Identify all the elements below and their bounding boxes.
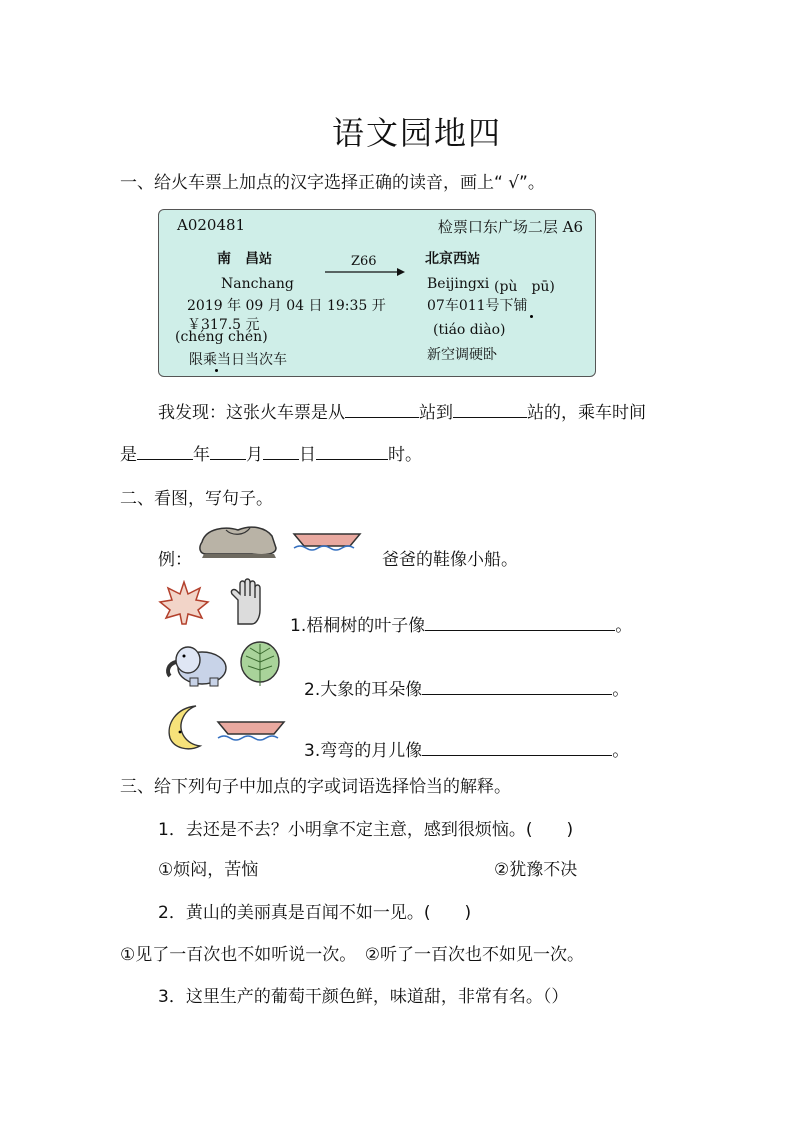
boat-icon (216, 716, 286, 744)
crescent-moon-icon (160, 702, 212, 752)
blank-year[interactable] (137, 458, 193, 460)
ticket-price: ￥317.5 元 (187, 317, 260, 333)
section2-heading: 二、看图，写句子。 (120, 489, 273, 509)
to-pinyin: Beijingxi (427, 276, 490, 292)
ticket-gate: 检票口东广场二层 A6 (437, 218, 583, 236)
blank-to[interactable] (453, 416, 527, 418)
discovery-line-2: 是 年 月 日 时。 (120, 445, 422, 465)
leaf-icon (238, 640, 282, 688)
blank-day[interactable] (263, 458, 299, 460)
shoe-icon (196, 520, 282, 560)
emphasis-dot (215, 369, 218, 372)
discovery-line-1: 我发现：这张火车票是从 站到 站的，乘车时间 (158, 403, 646, 423)
car-type: 新空调硬卧 (427, 347, 497, 363)
tiao-options: (tiáo diào) (433, 322, 506, 338)
cheng-options: (chéng chén) (175, 329, 268, 345)
question-2: 2．黄山的美丽真是百闻不如一见。( ) (158, 903, 472, 923)
section1-heading: 一、给火车票上加点的汉字选择正确的读音，画上“ √”。 (120, 173, 545, 193)
from-station: 南 昌站 (217, 251, 273, 267)
train-number: Z66 (351, 254, 377, 269)
pu-options: (pù pū) (494, 279, 555, 295)
maple-leaf-icon (158, 580, 210, 626)
blank-month[interactable] (210, 458, 246, 460)
q1-option-2: ②犹豫不决 (494, 860, 578, 880)
item-2: 2.大象的耳朵像 。 (304, 680, 630, 700)
train-ticket (158, 209, 596, 377)
section3-heading: 三、给下列句子中加点的字或词语选择恰当的解释。 (120, 777, 511, 797)
item-1: 1.梧桐树的叶子像 。 (290, 616, 633, 636)
boat-icon (292, 528, 362, 554)
page-title: 语文园地四 (331, 114, 502, 152)
ticket-note: 限乘当日当次车 (189, 352, 287, 368)
ticket-seat: 07车011号下铺 (427, 298, 528, 314)
example-sentence: 爸爸的鞋像小船。 (382, 550, 518, 570)
item-3: 3.弯弯的月儿像 。 (304, 741, 630, 761)
blank-item-1[interactable] (425, 629, 615, 631)
q2-options: ①见了一百次也不如听说一次。 ②听了一百次也不如见一次。 (120, 945, 584, 965)
hand-icon (228, 578, 268, 628)
blank-from[interactable] (345, 416, 419, 418)
arrow-icon (325, 267, 405, 277)
blank-time[interactable] (316, 458, 388, 460)
ticket-datetime: 2019 年 09 月 04 日 19:35 开 (187, 298, 386, 314)
q1-option-1: ①烦闷，苦恼 (158, 860, 259, 880)
blank-item-3[interactable] (422, 754, 612, 756)
ticket-serial: A020481 (177, 216, 246, 234)
question-3: 3．这里生产的葡萄干颜色鲜，味道甜，非常有名。（） (158, 987, 569, 1007)
elephant-icon (162, 640, 234, 688)
from-pinyin: Nanchang (221, 276, 294, 292)
blank-item-2[interactable] (422, 693, 612, 695)
emphasis-dot (530, 315, 533, 318)
question-1: 1．去还是不去？小明拿不定主意，感到很烦恼。( ) (158, 820, 574, 840)
example-label: 例： (158, 550, 192, 570)
to-station: 北京西站 (425, 251, 481, 267)
